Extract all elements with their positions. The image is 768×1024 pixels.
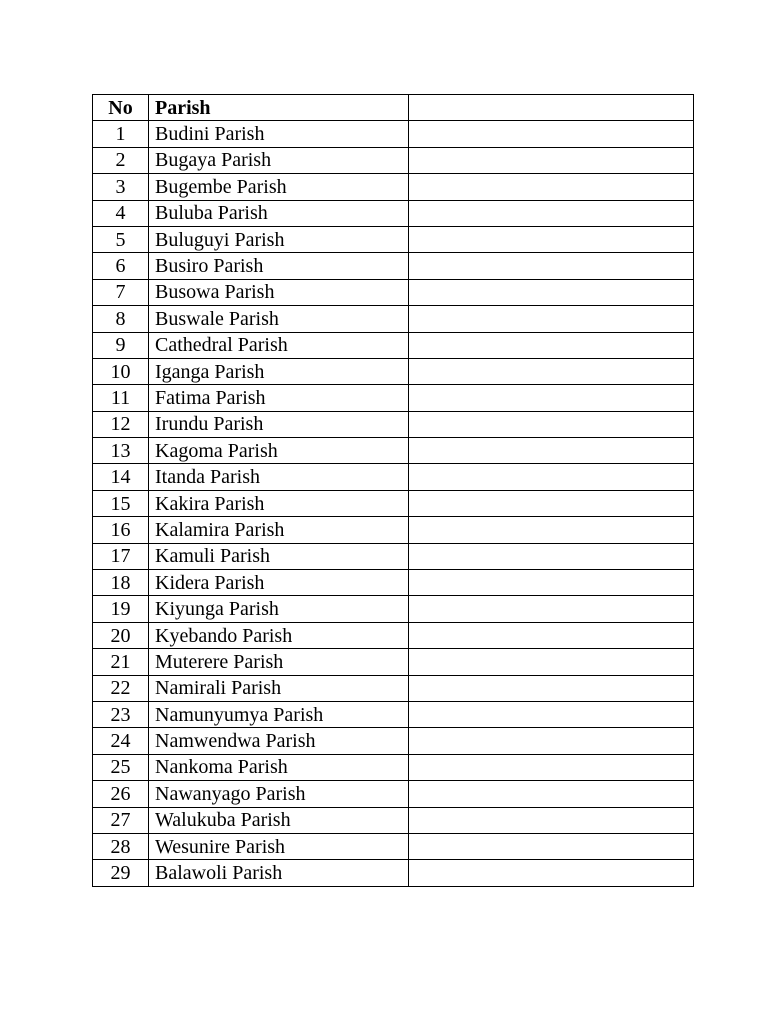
blank-cell [409,649,694,675]
blank-cell [409,701,694,727]
row-number-cell: 12 [93,411,149,437]
table-row [93,781,694,807]
column-header-no: No [93,95,149,121]
parish-name-cell: Buluguyi Parish [149,226,409,252]
blank-cell [409,253,694,279]
row-number-cell: 13 [93,438,149,464]
parish-name-cell: Kiyunga Parish [149,596,409,622]
blank-cell [409,174,694,200]
parish-name-cell: Cathedral Parish [149,332,409,358]
blank-cell [409,306,694,332]
row-number-cell: 14 [93,464,149,490]
column-header-blank [409,95,694,121]
table-row [93,358,694,384]
table-row [93,332,694,358]
parish-name-cell: Budini Parish [149,121,409,147]
row-number-cell: 23 [93,701,149,727]
row-number-cell: 28 [93,833,149,859]
row-number-cell: 10 [93,358,149,384]
table-row [93,649,694,675]
blank-cell [409,728,694,754]
blank-cell [409,332,694,358]
row-number-cell: 27 [93,807,149,833]
table-row [93,438,694,464]
parish-name-cell: Namirali Parish [149,675,409,701]
parish-name-cell: Kagoma Parish [149,438,409,464]
blank-cell [409,860,694,886]
parish-name-cell: Bugembe Parish [149,174,409,200]
parish-name-cell: Iganga Parish [149,358,409,384]
row-number-cell: 18 [93,570,149,596]
parish-name-cell: Nawanyago Parish [149,781,409,807]
blank-cell [409,781,694,807]
parish-name-cell: Kalamira Parish [149,517,409,543]
table-row [93,622,694,648]
blank-cell [409,226,694,252]
row-number-cell: 5 [93,226,149,252]
parish-name-cell: Buluba Parish [149,200,409,226]
row-number-cell: 2 [93,147,149,173]
row-number-cell: 7 [93,279,149,305]
row-number-cell: 17 [93,543,149,569]
table-row [93,570,694,596]
parish-name-cell: Itanda Parish [149,464,409,490]
blank-cell [409,385,694,411]
table-row [93,385,694,411]
table-row [93,121,694,147]
parish-name-cell: Namwendwa Parish [149,728,409,754]
table-row [93,464,694,490]
table-row [93,200,694,226]
table-row [93,490,694,516]
blank-cell [409,121,694,147]
table-row [93,517,694,543]
row-number-cell: 20 [93,622,149,648]
blank-cell [409,200,694,226]
table-row [93,860,694,886]
table-header-row [93,95,694,121]
parish-name-cell: Bugaya Parish [149,147,409,173]
row-number-cell: 4 [93,200,149,226]
parish-name-cell: Irundu Parish [149,411,409,437]
table-row [93,279,694,305]
table-row [93,675,694,701]
row-number-cell: 21 [93,649,149,675]
blank-cell [409,543,694,569]
row-number-cell: 3 [93,174,149,200]
parish-name-cell: Balawoli Parish [149,860,409,886]
blank-cell [409,358,694,384]
blank-cell [409,438,694,464]
row-number-cell: 19 [93,596,149,622]
parish-name-cell: Busowa Parish [149,279,409,305]
table-row [93,411,694,437]
table-row [93,833,694,859]
table-row [93,226,694,252]
row-number-cell: 6 [93,253,149,279]
table-row [93,147,694,173]
table-row [93,701,694,727]
parish-name-cell: Kidera Parish [149,570,409,596]
blank-cell [409,596,694,622]
table-row [93,807,694,833]
parish-name-cell: Muterere Parish [149,649,409,675]
row-number-cell: 11 [93,385,149,411]
blank-cell [409,807,694,833]
row-number-cell: 16 [93,517,149,543]
parish-name-cell: Buswale Parish [149,306,409,332]
row-number-cell: 15 [93,490,149,516]
table-row [93,754,694,780]
row-number-cell: 1 [93,121,149,147]
row-number-cell: 8 [93,306,149,332]
blank-cell [409,570,694,596]
parish-name-cell: Busiro Parish [149,253,409,279]
table-row [93,596,694,622]
table-row [93,543,694,569]
blank-cell [409,754,694,780]
parish-name-cell: Kamuli Parish [149,543,409,569]
table-row [93,306,694,332]
parish-name-cell: Kyebando Parish [149,622,409,648]
blank-cell [409,675,694,701]
blank-cell [409,147,694,173]
blank-cell [409,490,694,516]
blank-cell [409,464,694,490]
blank-cell [409,279,694,305]
row-number-cell: 22 [93,675,149,701]
table-row [93,174,694,200]
table-row [93,253,694,279]
table-row [93,728,694,754]
blank-cell [409,517,694,543]
row-number-cell: 9 [93,332,149,358]
row-number-cell: 26 [93,781,149,807]
table-body [93,121,694,886]
row-number-cell: 29 [93,860,149,886]
row-number-cell: 25 [93,754,149,780]
blank-cell [409,622,694,648]
parish-name-cell: Nankoma Parish [149,754,409,780]
blank-cell [409,833,694,859]
column-header-parish: Parish [149,95,409,121]
parish-name-cell: Walukuba Parish [149,807,409,833]
parish-name-cell: Wesunire Parish [149,833,409,859]
parish-name-cell: Namunyumya Parish [149,701,409,727]
parish-name-cell: Kakira Parish [149,490,409,516]
parish-table [92,94,694,887]
blank-cell [409,411,694,437]
parish-name-cell: Fatima Parish [149,385,409,411]
row-number-cell: 24 [93,728,149,754]
